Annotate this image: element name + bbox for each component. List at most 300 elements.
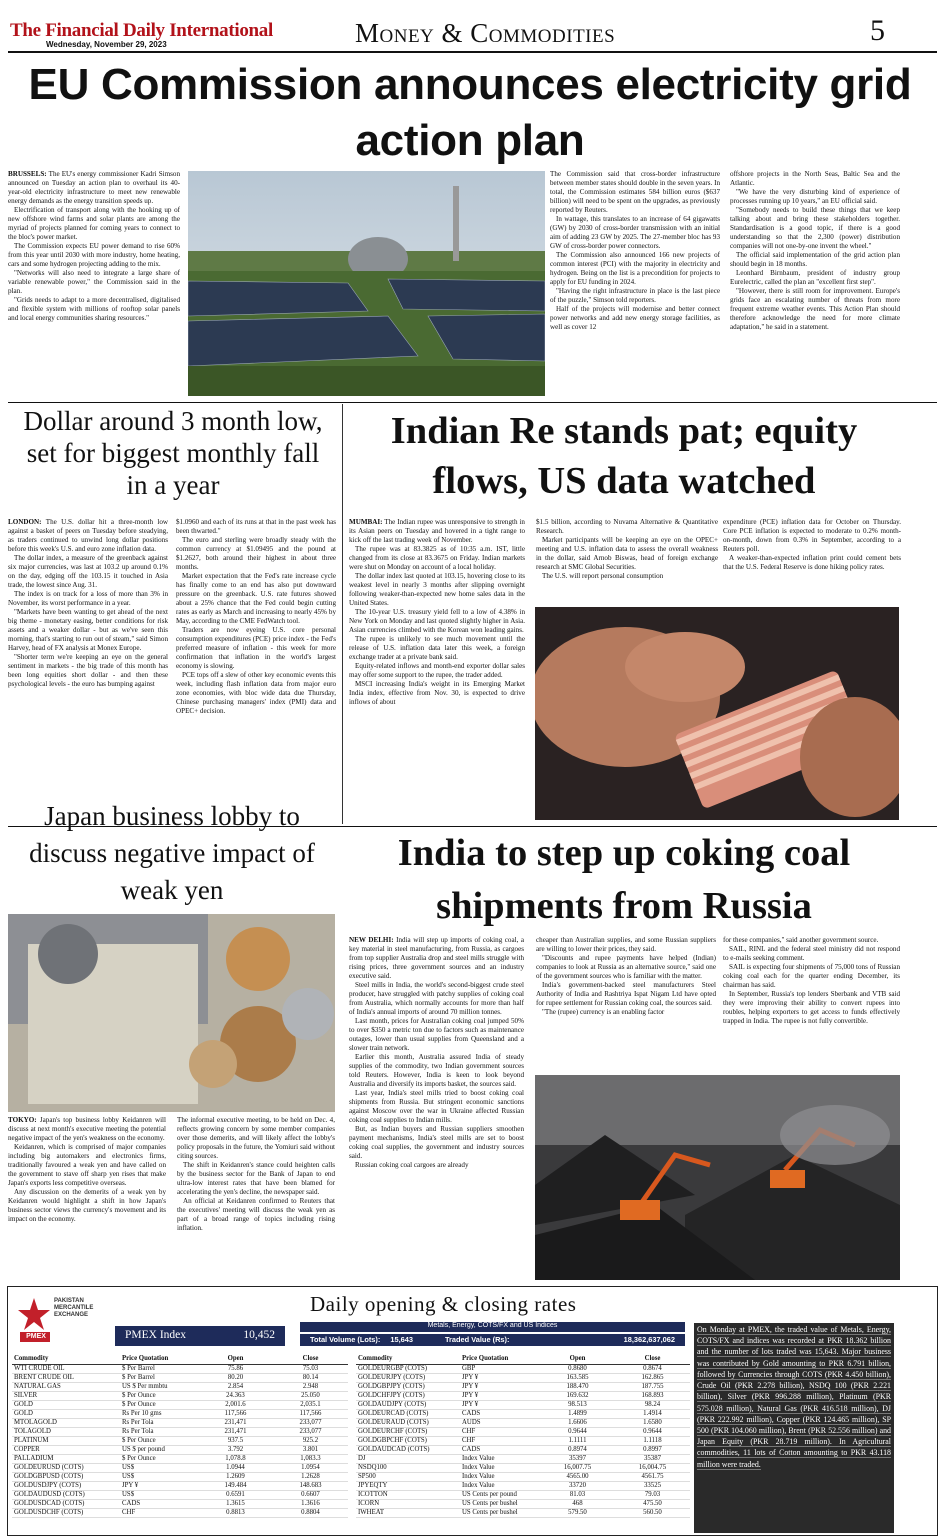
paragraph-text: Traders are now eyeing U.S. core personal consumption expenditures (PCE) price index - the Fed's preferred measure of inflation - this week for more confirmation that inflation in the world's largest economy is slowing. bbox=[176, 626, 336, 670]
paragraph-text: "We have the very disturbing kind of experience of processes running up 10 years," an EU official said. bbox=[730, 188, 900, 205]
commodity-cell: GOLDEURUSD (COTS) bbox=[12, 1463, 120, 1472]
table-row bbox=[356, 1472, 690, 1481]
open-cell: 1.0944 bbox=[198, 1463, 273, 1472]
commodity-cell: GOLDEURAUD (COTS) bbox=[356, 1418, 460, 1427]
table-row bbox=[12, 1445, 348, 1454]
pmex-index-value: 10,452 bbox=[243, 1329, 275, 1341]
article-paragraph bbox=[536, 936, 716, 954]
table-row bbox=[356, 1436, 690, 1445]
paragraph-text: The 10-year U.S. treasury yield fell to a low of 4.38% in New York on Monday and last quoted slightly higher in Asia. Asian currencies climbed with the Korean won leading gains. bbox=[349, 608, 525, 634]
commodity-cell: WTI CRUDE OIL bbox=[12, 1364, 120, 1373]
commodity-cell: DJ bbox=[356, 1454, 460, 1463]
article-paragraph bbox=[8, 1116, 166, 1143]
article-paragraph bbox=[550, 251, 720, 287]
article-paragraph bbox=[730, 287, 900, 332]
coal-yard-photo bbox=[535, 1075, 900, 1280]
paragraph-text: "Markets have been wanting to get ahead of the next big theme - monetary easing, better conditions for risk assets and a weaker dollar - but as we've seen this morning, that's starting to run out of steam," said Simon Harvey, head of FX analysis at Monex Europe. bbox=[8, 608, 168, 652]
quotation-cell: JPY ¥ bbox=[460, 1391, 540, 1400]
close-cell: 35387 bbox=[615, 1454, 690, 1463]
dateline: NEW DELHI: bbox=[349, 936, 394, 944]
eu-col-1 bbox=[8, 170, 180, 398]
paragraph-text: expenditure (PCE) inflation data for October on Thursday. Core PCE inflation is expected to moderate to 0.2% month-on-month, down from 0.3% in September, according to a Reuters poll. bbox=[723, 518, 901, 553]
quotation-cell: US$ bbox=[120, 1490, 198, 1499]
article-paragraph bbox=[8, 206, 180, 242]
japan-headline: Japan business lobby to discuss negative impact of weak yen bbox=[29, 801, 315, 905]
quotation-cell: US $ per pound bbox=[120, 1445, 198, 1454]
col-close: Close bbox=[273, 1354, 348, 1364]
article-paragraph bbox=[349, 608, 525, 635]
commodity-cell: GOLDAUDCAD (COTS) bbox=[356, 1445, 460, 1454]
paragraph-text: Earlier this month, Australia assured India of steady supplies of the commodity, two Indian government sources told Reuters. However, India is keen to look beyond Australia and diversify its imports basket, the sources said. bbox=[349, 1053, 524, 1088]
article-paragraph bbox=[349, 981, 524, 1017]
paragraph-text: $1.0960 and each of its runs at that in the past week has been thwarted." bbox=[176, 518, 336, 535]
table-row bbox=[356, 1481, 690, 1490]
rupee-notes-photo bbox=[535, 607, 899, 820]
close-cell: 0.8997 bbox=[615, 1445, 690, 1454]
open-cell: 188.470 bbox=[540, 1382, 615, 1391]
table-row bbox=[12, 1454, 348, 1463]
open-cell: 33720 bbox=[540, 1481, 615, 1490]
yen-banknotes-photo bbox=[8, 914, 335, 1112]
commodity-cell: PALLADIUM bbox=[12, 1454, 120, 1463]
table-row bbox=[12, 1364, 348, 1373]
article-paragraph bbox=[8, 296, 180, 323]
quotation-cell: Index Value bbox=[460, 1481, 540, 1490]
article-paragraph bbox=[536, 536, 718, 572]
commodity-cell: GOLDEURCAD (COTS) bbox=[356, 1409, 460, 1418]
dollar-headline: Dollar around 3 month low, set for biggest monthly fall in a year bbox=[23, 406, 323, 500]
commodity-cell: GOLD bbox=[12, 1400, 120, 1409]
article-paragraph bbox=[730, 251, 900, 269]
article-paragraph bbox=[176, 536, 336, 572]
article-paragraph bbox=[723, 554, 901, 572]
article-paragraph bbox=[349, 545, 525, 572]
dollar-col-2 bbox=[176, 518, 336, 790]
article-paragraph bbox=[8, 518, 168, 554]
rupee-headline: Indian Re stands pat; equity flows, US data watched bbox=[390, 410, 858, 503]
open-cell: 3.792 bbox=[198, 1445, 273, 1454]
paragraph-text: $1.5 billion, according to Nuvama Alternative & Quantitative Research. bbox=[536, 518, 718, 535]
table-row bbox=[356, 1445, 690, 1454]
commodity-cell: MTOLAGOLD bbox=[12, 1418, 120, 1427]
close-cell: 1.6580 bbox=[615, 1418, 690, 1427]
open-cell: 468 bbox=[540, 1499, 615, 1508]
quotation-cell: $ Per Barrel bbox=[120, 1364, 198, 1373]
paragraph-text: The official said implementation of the grid action plan should begin in 18 months. bbox=[730, 251, 900, 268]
close-cell: 1,083.3 bbox=[273, 1454, 348, 1463]
dollar-col-1 bbox=[8, 518, 168, 790]
commodity-cell: GOLDGBPCHF (COTS) bbox=[356, 1436, 460, 1445]
close-cell: 1.2628 bbox=[273, 1472, 348, 1481]
close-cell: 33525 bbox=[615, 1481, 690, 1490]
table-header-row bbox=[12, 1354, 348, 1364]
close-cell: 98.24 bbox=[615, 1400, 690, 1409]
quotation-cell: US Cents per pound bbox=[460, 1490, 540, 1499]
close-cell: 925.2 bbox=[273, 1436, 348, 1445]
paragraph-text: Electrification of transport along with the hooking up of new offshore wind farms and solar plants are among the myriad of projects planned for coming years to connect to the bloc's power market. bbox=[8, 206, 180, 241]
quotation-cell: US Cents per bushel bbox=[460, 1499, 540, 1508]
commodity-cell: GOLDCHFJPY (COTS) bbox=[356, 1391, 460, 1400]
table-row bbox=[356, 1508, 690, 1517]
col-price-quotation: Price Quotation bbox=[120, 1354, 198, 1364]
table-row bbox=[12, 1427, 348, 1436]
quotation-cell: CHF bbox=[120, 1508, 198, 1517]
close-cell: 475.50 bbox=[615, 1499, 690, 1508]
close-cell: 0.9644 bbox=[615, 1427, 690, 1436]
article-paragraph bbox=[176, 572, 336, 626]
rupee-col-1 bbox=[349, 518, 525, 820]
article-paragraph bbox=[8, 1143, 166, 1188]
commodity-cell: GOLDUSDCHF (COTS) bbox=[12, 1508, 120, 1517]
coal-col-1 bbox=[349, 936, 524, 1282]
quotation-cell: Rs Per Tola bbox=[120, 1418, 198, 1427]
open-cell: 0.9644 bbox=[540, 1427, 615, 1436]
masthead-rule bbox=[8, 51, 937, 53]
rates-table-right bbox=[356, 1354, 690, 1518]
rates-band-title: Metals, Energy, COTS/FX and US Indices bbox=[300, 1322, 685, 1332]
pmex-index-bar bbox=[115, 1326, 285, 1346]
quotation-cell: US $ Per mmbtu bbox=[120, 1382, 198, 1391]
close-cell: 233,077 bbox=[273, 1427, 348, 1436]
commodity-cell: GOLDUSDCAD (COTS) bbox=[12, 1499, 120, 1508]
paragraph-text: The Commission expects EU power demand to rise 60% from this year until 2030 with more industry, home heating, cars and some hydrogen projecting adding to the mix. bbox=[8, 242, 180, 268]
quotation-cell: GBP bbox=[460, 1364, 540, 1373]
commodity-cell: BRENT CRUDE OIL bbox=[12, 1373, 120, 1382]
paragraph-text: Market participants will be keeping an eye on the OPEC+ meeting and U.S. inflation data to assess the overall weakness in the dollar, said Arnob Biswas, head of foreign exchange research at SMC Global Securities. bbox=[536, 536, 718, 571]
paragraph-text: "Grids needs to adapt to a more decentralised, digitalised and flexible system with millions of rooftop solar panels and local energy communities sharing resources." bbox=[8, 296, 180, 322]
paragraph-text: "Having the right infrastructure in place is the last piece of the puzzle," Simson told reporters. bbox=[550, 287, 720, 304]
article-paragraph bbox=[8, 608, 168, 653]
paragraph-text: The EU's energy commissioner Kadri Simson announced on Tuesday an action plan to overhaul its 40-year-old electricity infrastructure to meet new renewable energy demands as the energy transition speeds up. bbox=[8, 170, 180, 205]
table-row bbox=[356, 1499, 690, 1508]
close-cell: 25.050 bbox=[273, 1391, 348, 1400]
open-cell: 24.363 bbox=[198, 1391, 273, 1400]
quotation-cell: $ Per Ounce bbox=[120, 1454, 198, 1463]
article-paragraph bbox=[8, 653, 168, 689]
quotation-cell: Rs Per Tola bbox=[120, 1427, 198, 1436]
close-cell: 1.0954 bbox=[273, 1463, 348, 1472]
volume-label: Total Volume (Lots): bbox=[310, 1335, 381, 1344]
close-cell: 148.683 bbox=[273, 1481, 348, 1490]
table-row bbox=[356, 1427, 690, 1436]
open-cell: 0.8680 bbox=[540, 1364, 615, 1373]
open-cell: 937.5 bbox=[198, 1436, 273, 1445]
commodity-cell: ICOTTON bbox=[356, 1490, 460, 1499]
article-paragraph bbox=[349, 1125, 524, 1161]
page-number: 5 bbox=[870, 14, 885, 47]
traded-label: Traded Value (Rs): bbox=[444, 1335, 510, 1344]
table-row bbox=[356, 1391, 690, 1400]
table-row bbox=[12, 1391, 348, 1400]
quotation-cell: $ Per Ounce bbox=[120, 1436, 198, 1445]
close-cell: 0.6607 bbox=[273, 1490, 348, 1499]
open-cell: 35397 bbox=[540, 1454, 615, 1463]
quotation-cell: $ Per Ounce bbox=[120, 1400, 198, 1409]
table-row bbox=[356, 1382, 690, 1391]
article-paragraph bbox=[536, 954, 716, 981]
open-cell: 149.484 bbox=[198, 1481, 273, 1490]
quotation-cell: CADS bbox=[120, 1499, 198, 1508]
solar-farm-photo bbox=[188, 171, 545, 396]
rates-volume-band bbox=[300, 1334, 685, 1346]
article-paragraph bbox=[8, 590, 168, 608]
paragraph-text: But, as Indian buyers and Russian suppliers smoothen payment mechanisms, India's steel mills are set to boost coking coal supplies, the government and industry sources said. bbox=[349, 1125, 524, 1160]
commodity-cell: JPYEQTY bbox=[356, 1481, 460, 1490]
open-cell: 4565.00 bbox=[540, 1472, 615, 1481]
commodity-cell: GOLDEURJPY (COTS) bbox=[356, 1373, 460, 1382]
article-paragraph bbox=[536, 981, 716, 1008]
open-cell: 16,007.75 bbox=[540, 1463, 615, 1472]
paragraph-text: Russian coking coal cargoes are already bbox=[355, 1161, 469, 1169]
paragraph-text: Half of the projects will modernise and better connect power networks and add new energy storage facilities, as well as cover 12 bbox=[550, 305, 720, 331]
commodity-cell: GOLD bbox=[12, 1409, 120, 1418]
article-paragraph bbox=[536, 518, 718, 536]
japan-col-2 bbox=[177, 1116, 335, 1282]
paragraph-text: "Networks will also need to integrate a large share of variable renewable power," the Commission said in the plan. bbox=[8, 269, 180, 295]
close-cell: 168.893 bbox=[615, 1391, 690, 1400]
table-row bbox=[12, 1490, 348, 1499]
col-price-quotation: Price Quotation bbox=[460, 1354, 540, 1364]
coal-col-3 bbox=[723, 936, 900, 1074]
article-paragraph bbox=[8, 1188, 166, 1224]
paragraph-text: "However, there is still room for improvement. Europe's grids face an escalating number of threats from more frequent extreme weather events. This Action Plan should therefore acknowledge the need for more climate adaptation," he said in a statement. bbox=[730, 287, 900, 331]
article-paragraph bbox=[8, 170, 180, 206]
quotation-cell: Index Value bbox=[460, 1454, 540, 1463]
article-paragraph bbox=[8, 554, 168, 590]
coal-col-2 bbox=[536, 936, 716, 1074]
open-cell: 75.86 bbox=[198, 1364, 273, 1373]
paragraph-text: An official at Keidanren confirmed to Reuters that the executives' meeting will discuss the weak yen as part of a broad range of topics including rising inflation. bbox=[177, 1197, 335, 1232]
paragraph-text: The rupee was at 83.3825 as of 10:35 a.m. IST, little changed from its close at 83.3675 on Friday. Indian markets were shut on Monday on account of a local holiday. bbox=[349, 545, 525, 571]
open-cell: 1.6606 bbox=[540, 1418, 615, 1427]
open-cell: 80.20 bbox=[198, 1373, 273, 1382]
paragraph-text: Last month, prices for Australian coking coal jumped 50% to over $350 a metric ton due to factors such as maintenance outages, lower than usual supplies from Queensland and a slower train network. bbox=[349, 1017, 524, 1052]
table-row bbox=[356, 1409, 690, 1418]
paragraph-text: Any discussion on the demerits of a weak yen by Keidanren would highlight a shift in how Japan's business sector views the currency's movement and its impact on the economy. bbox=[8, 1188, 166, 1223]
quotation-cell: CHF bbox=[460, 1436, 540, 1445]
quotation-cell: JPY ¥ bbox=[460, 1373, 540, 1382]
article-paragraph bbox=[349, 518, 525, 545]
article-paragraph bbox=[723, 518, 901, 554]
article-paragraph bbox=[177, 1116, 335, 1161]
article-paragraph bbox=[723, 963, 900, 990]
close-cell: 75.03 bbox=[273, 1364, 348, 1373]
open-cell: 231,471 bbox=[198, 1418, 273, 1427]
table-row bbox=[12, 1418, 348, 1427]
paragraph-text: Last year, India's steel mills tried to boost coking coal shipments from Russia. But stringent economic sanctions against Moscow over the war in Ukraine affected Russian coking coal supplies to Indian mills. bbox=[349, 1089, 524, 1124]
table-row bbox=[12, 1400, 348, 1409]
paragraph-text: India will step up imports of coking coal, a key material in steel manufacturing, from Russia, as cargoes from top supplier Australia drop and steel mills struggle with rising prices, three government sources and an industry executive said. bbox=[349, 936, 524, 980]
table-row bbox=[12, 1463, 348, 1472]
quotation-cell: JPY ¥ bbox=[460, 1400, 540, 1409]
article-paragraph bbox=[550, 215, 720, 251]
paragraph-text: MSCI increasing India's weight in its Emerging Market India index, effective from Nov. 30, is expected to drive inflows of about bbox=[349, 680, 525, 706]
rates-title: Daily opening & closing rates bbox=[310, 1292, 577, 1316]
section-title: Money & Commodities bbox=[355, 18, 616, 48]
open-cell: 1.2609 bbox=[198, 1472, 273, 1481]
quotation-cell: $ Per Ounce bbox=[120, 1391, 198, 1400]
commodity-cell: NATURAL GAS bbox=[12, 1382, 120, 1391]
paragraph-text: The dollar index, a measure of the greenback against six major currencies, was last at 103.2 up around 0.1% on the day, edging off the 103.15 it touched in Asia trade, the lowest since Aug. 31. bbox=[8, 554, 168, 589]
open-cell: 117,566 bbox=[198, 1409, 273, 1418]
col-open: Open bbox=[540, 1354, 615, 1364]
article-paragraph bbox=[349, 1161, 524, 1170]
dateline: TOKYO: bbox=[8, 1116, 37, 1124]
close-cell: 162.865 bbox=[615, 1373, 690, 1382]
col-close: Close bbox=[615, 1354, 690, 1364]
paragraph-text: In wattage, this translates to an increase of 64 gigawatts (GW) by 2030 of cross-border transmission with an initial aim of adding 23 GW by 2025. The 27-member bloc has 93 GW of cross-border power connectors. bbox=[550, 215, 720, 250]
table-row bbox=[12, 1409, 348, 1418]
dateline: MUMBAI: bbox=[349, 518, 383, 526]
paragraph-text: "Somebody needs to build these things that we keep talking about and bring these stakeholders together. Standardisation is a good topic, if there is a good understanding so that the 2,300 (power) distribution companies will not one-by-one invent the wheel." bbox=[730, 206, 900, 250]
close-cell: 79.03 bbox=[615, 1490, 690, 1499]
pmex-index-label: PMEX Index bbox=[125, 1329, 187, 1341]
close-cell: 1.4914 bbox=[615, 1409, 690, 1418]
table-row bbox=[356, 1418, 690, 1427]
paragraph-text: The index is on track for a loss of more than 3% in November, its worst performance in a year. bbox=[8, 590, 168, 607]
article-paragraph bbox=[176, 671, 336, 716]
paragraph-text: The dollar index last quoted at 103.15, hovering close to its weakest level in nearly 3 months after slipping overnight following weaker-than-expected new home sales data in the United States. bbox=[349, 572, 525, 607]
pmex-logo-text: PAKISTAN MERCANTILE EXCHANGE bbox=[54, 1298, 94, 1319]
japan-col-1 bbox=[8, 1116, 166, 1282]
commodity-cell: GOLDEURGBP (COTS) bbox=[356, 1364, 460, 1373]
close-cell: 0.8804 bbox=[273, 1508, 348, 1517]
article-paragraph bbox=[730, 206, 900, 251]
commodity-cell: IWHEAT bbox=[356, 1508, 460, 1517]
commodity-cell: PLATINUM bbox=[12, 1436, 120, 1445]
open-cell: 231,471 bbox=[198, 1427, 273, 1436]
paragraph-text: The U.S. will report personal consumption bbox=[542, 572, 664, 580]
table-header-row bbox=[356, 1354, 690, 1364]
commodity-cell: GOLDGBPUSD (COTS) bbox=[12, 1472, 120, 1481]
paragraph-text: PCE tops off a slew of other key economic events this week, including flash inflation data from major euro zone economies, with bloc wide data due Thursday, Chinese purchasing managers' index (PMI) data and OPEC+ decision. bbox=[176, 671, 336, 715]
paragraph-text: A weaker-than-expected inflation print could cement bets that the U.S. Federal Reserve is done hiking policy rates. bbox=[723, 554, 901, 571]
table-row bbox=[356, 1490, 690, 1499]
table-row bbox=[12, 1499, 348, 1508]
article-paragraph bbox=[349, 1089, 524, 1125]
dateline: BRUSSELS: bbox=[8, 170, 47, 178]
paragraph-text: The rupee is unlikely to see much movement until the release of U.S. inflation data later this week, a foreign exchange trader at a private bank said. bbox=[349, 635, 525, 661]
quotation-cell: US$ bbox=[120, 1463, 198, 1472]
article-paragraph bbox=[349, 572, 525, 608]
col-commodity: Commodity bbox=[12, 1354, 120, 1364]
volume-value: 15,643 bbox=[390, 1335, 413, 1344]
article-paragraph bbox=[8, 269, 180, 296]
article-paragraph bbox=[349, 635, 525, 662]
rupee-col-3 bbox=[723, 518, 901, 606]
close-cell: 1.1118 bbox=[615, 1436, 690, 1445]
commodity-cell: GOLDEURCHF (COTS) bbox=[356, 1427, 460, 1436]
quotation-cell: Index Value bbox=[460, 1472, 540, 1481]
article-paragraph bbox=[176, 518, 336, 536]
article-paragraph bbox=[349, 680, 525, 707]
paragraph-text: Leonhard Birnbaum, president of industry group Eurelectric, called the plan an "excellent first step". bbox=[730, 269, 900, 286]
article-paragraph bbox=[730, 188, 900, 206]
paragraph-text: Market expectation that the Fed's rate increase cycle has finally come to an end has also put downward pressure on the greenback. U.S. rate futures showed about a 25% chance that the Fed could begin cutting rates as early as March and increasing to nearly 45% by May, according to the CME FedWatch tool. bbox=[176, 572, 336, 625]
article-paragraph bbox=[723, 990, 900, 1026]
paragraph-text: "Discounts and rupee payments have helped (Indian) companies to look at Russia as an alternative source," said one of the government sources who is familiar with the matter. bbox=[536, 954, 716, 980]
commodity-cell: TOLAGOLD bbox=[12, 1427, 120, 1436]
open-cell: 0.6591 bbox=[198, 1490, 273, 1499]
article-paragraph bbox=[550, 170, 720, 215]
close-cell: 1.3616 bbox=[273, 1499, 348, 1508]
quotation-cell: US$ bbox=[120, 1472, 198, 1481]
open-cell: 1.1111 bbox=[540, 1436, 615, 1445]
table-row bbox=[12, 1472, 348, 1481]
article-paragraph bbox=[349, 936, 524, 981]
close-cell: 16,004.75 bbox=[615, 1463, 690, 1472]
quotation-cell: US Cents per bushel bbox=[460, 1508, 540, 1517]
quotation-cell: CADS bbox=[460, 1409, 540, 1418]
quotation-cell: CHF bbox=[460, 1427, 540, 1436]
rupee-col-2 bbox=[536, 518, 718, 606]
article-paragraph bbox=[550, 305, 720, 332]
masthead-title: The Financial Daily International bbox=[10, 20, 273, 41]
article-paragraph bbox=[723, 936, 900, 945]
rates-table-left bbox=[12, 1354, 348, 1518]
paragraph-text: Steel mills in India, the world's second-biggest crude steel producer, have struggled with patchy supplies of coking coal from Australia, which normally accounts for more than half of India's annual imports of around 70 million tonnes. bbox=[349, 981, 524, 1016]
open-cell: 0.8813 bbox=[198, 1508, 273, 1517]
close-cell: 3.801 bbox=[273, 1445, 348, 1454]
table-row bbox=[356, 1454, 690, 1463]
quotation-cell: $ Per Barrel bbox=[120, 1373, 198, 1382]
close-cell: 117,566 bbox=[273, 1409, 348, 1418]
article-paragraph bbox=[730, 269, 900, 287]
paragraph-text: The Indian rupee was unresponsive to strength in its Asian peers on Tuesday and hovered in a tight range to kick off the last trading week of November. bbox=[349, 518, 525, 544]
commodity-cell: SILVER bbox=[12, 1391, 120, 1400]
close-cell: 560.50 bbox=[615, 1508, 690, 1517]
paragraph-text: Equity-related inflows and month-end exporter dollar sales may offer some support to the rupee, the trader added. bbox=[349, 662, 525, 679]
article-paragraph bbox=[536, 572, 718, 581]
table-row bbox=[356, 1364, 690, 1373]
article-paragraph bbox=[536, 1008, 716, 1017]
paragraph-text: offshore projects in the North Seas, Baltic Sea and the Atlantic. bbox=[730, 170, 900, 187]
commodity-cell: GOLDGBPJPY (COTS) bbox=[356, 1382, 460, 1391]
quotation-cell: JPY ¥ bbox=[120, 1481, 198, 1490]
quotation-cell: Rs Per 10 gms bbox=[120, 1409, 198, 1418]
commodity-cell: COPPER bbox=[12, 1445, 120, 1454]
close-cell: 0.8674 bbox=[615, 1364, 690, 1373]
open-cell: 169.632 bbox=[540, 1391, 615, 1400]
quotation-cell: AUDS bbox=[460, 1418, 540, 1427]
pmex-logo-abbr: PMEX bbox=[26, 1333, 46, 1340]
quotation-cell: CADS bbox=[460, 1445, 540, 1454]
open-cell: 1,078.8 bbox=[198, 1454, 273, 1463]
coal-headline: India to step up coking coal shipments from Russia bbox=[397, 832, 851, 928]
open-cell: 98.513 bbox=[540, 1400, 615, 1409]
article-paragraph bbox=[723, 945, 900, 963]
commodity-cell: GOLDAUDJPY (COTS) bbox=[356, 1400, 460, 1409]
table-row bbox=[356, 1400, 690, 1409]
close-cell: 4561.75 bbox=[615, 1472, 690, 1481]
article-paragraph bbox=[349, 662, 525, 680]
col-open: Open bbox=[198, 1354, 273, 1364]
article-paragraph bbox=[349, 1017, 524, 1053]
quotation-cell: Index Value bbox=[460, 1463, 540, 1472]
table-row bbox=[12, 1373, 348, 1382]
eu-rule bbox=[8, 402, 937, 403]
open-cell: 81.03 bbox=[540, 1490, 615, 1499]
close-cell: 2.948 bbox=[273, 1382, 348, 1391]
table-row bbox=[12, 1382, 348, 1391]
article-paragraph bbox=[177, 1161, 335, 1197]
commodity-cell: ICORN bbox=[356, 1499, 460, 1508]
paragraph-text: In September, Russia's top lenders Sberbank and VTB said they were improving their ability to convert rupees into roubles, helping exporters to get access to funds effectively trapped in India. The rupee is not fully convertible. bbox=[723, 990, 900, 1025]
paragraph-text: The U.S. dollar hit a three-month low against a basket of peers on Tuesday before steadying, as traders continued to unwind long dollar positions before this week's U.S. and euro zone inflation data. bbox=[8, 518, 168, 553]
pmex-logo bbox=[12, 1294, 107, 1344]
close-cell: 187.755 bbox=[615, 1382, 690, 1391]
commodity-cell: GOLDAUDUSD (COTS) bbox=[12, 1490, 120, 1499]
